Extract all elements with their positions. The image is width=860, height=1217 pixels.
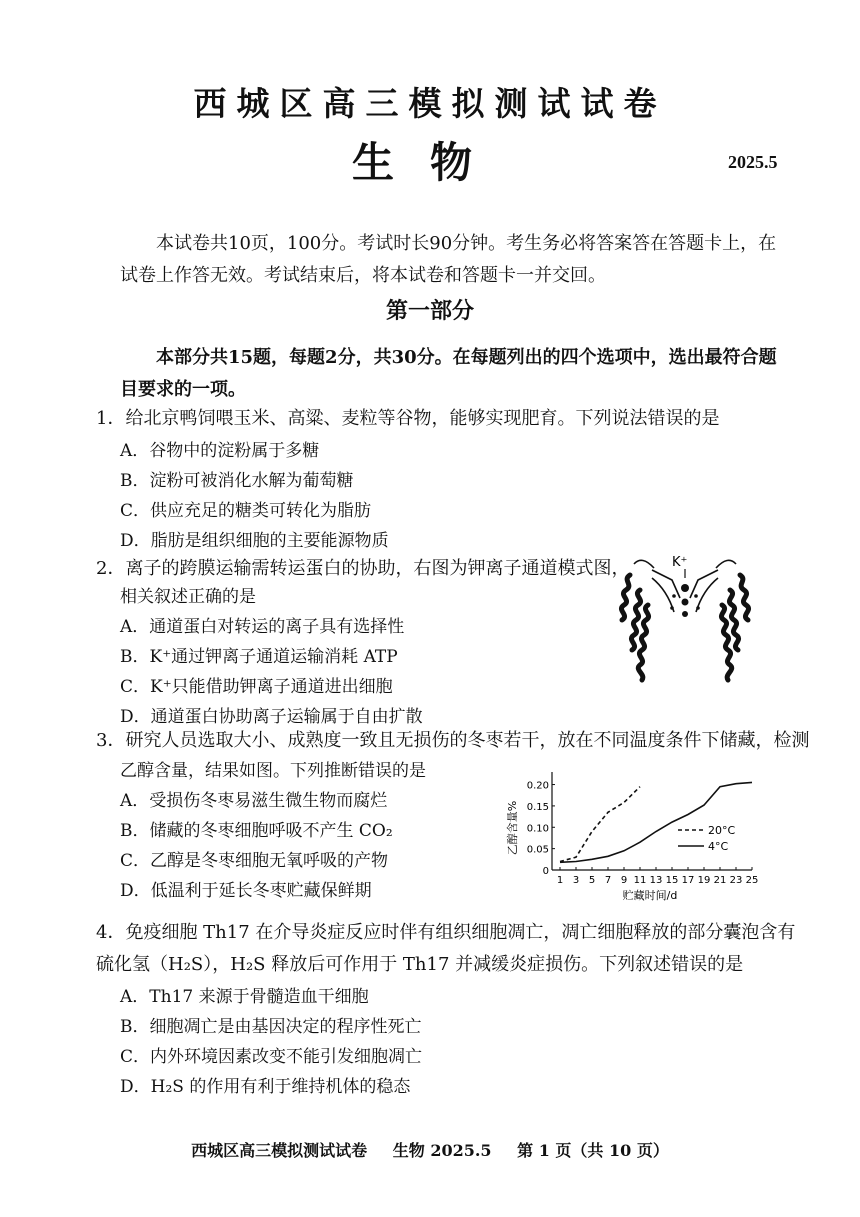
x-axis-label: 贮藏时间/d: [622, 889, 678, 902]
x-tick-label: 7: [604, 875, 612, 886]
x-tick-label: 17: [681, 875, 695, 886]
question-3-option-b: B．储藏的冬枣细胞呼吸不产生 CO₂: [120, 821, 393, 841]
x-tick-label: 11: [633, 875, 647, 886]
legend-label: 4°C: [708, 840, 729, 853]
question-1-option-a: A．谷物中的淀粉属于多糖: [120, 441, 320, 461]
question-4-option-b: B．细胞凋亡是由基因决定的程序性死亡: [120, 1017, 422, 1037]
exam-title: 西城区高三模拟测试试卷: [193, 84, 667, 123]
question-2-stem-line-1: 2．离子的跨膜运输需转运蛋白的协助，右图为钾离子通道模式图，: [96, 558, 630, 579]
question-4-option-a: A．Th17 来源于骨髓造血干细胞: [120, 987, 369, 1007]
x-tick-label: 15: [665, 875, 679, 886]
subject-title: 生物: [351, 138, 508, 187]
y-tick-label: 0.05: [526, 844, 549, 856]
legend-label: 20°C: [708, 824, 736, 837]
y-tick-label: 0.15: [526, 801, 549, 813]
question-4-stem-line-1: 4．免疫细胞 Th17 在介导炎症反应时伴有组织细胞凋亡，凋亡细胞释放的部分囊泡含有: [96, 922, 796, 943]
x-tick-label: 25: [745, 875, 759, 886]
exam-date: 2025.5: [728, 152, 778, 172]
question-3-option-a: A．受损伤冬枣易滋生微生物而腐烂: [120, 791, 388, 811]
x-tick-label: 23: [729, 875, 743, 886]
y-tick-label: 0: [542, 866, 549, 877]
x-tick-label: 5: [588, 875, 596, 886]
k-ion-dot: [681, 584, 689, 592]
question-2-option-d: D．通道蛋白协助离子运输属于自由扩散: [120, 707, 423, 727]
question-1-option-b: B．淀粉可被消化水解为葡萄糖: [120, 471, 354, 491]
question-2-option-b: B．K⁺通过钾离子通道运输消耗 ATP: [120, 647, 398, 667]
question-1-stem: 1．给北京鸭饲喂玉米、高粱、麦粒等谷物，能够实现肥育。下列说法错误的是: [96, 408, 720, 429]
question-3-stem-line-2: 乙醇含量，结果如图。下列推断错误的是: [120, 761, 426, 781]
question-3-option-c: C．乙醇是冬枣细胞无氧呼吸的产物: [120, 851, 389, 871]
y-tick-label: 0.10: [526, 823, 549, 835]
question-2-option-c: C．K⁺只能借助钾离子通道进出细胞: [120, 677, 393, 697]
k-ion-label: K⁺: [672, 555, 688, 570]
k-ion-dot: [682, 599, 689, 606]
question-1-option-d: D．脂肪是组织细胞的主要能源物质: [120, 531, 389, 551]
x-tick-label: 21: [713, 875, 727, 886]
intro-paragraph: 本试卷共10页，100分。考试时长90分钟。考生务必将答案答在答题卡上，在试卷上作答无效。考试结束后，将本试卷和答题卡一并交回。: [120, 233, 777, 286]
question-4-option-c: C．内外环境因素改变不能引发细胞凋亡: [120, 1047, 423, 1067]
ethanol-content-chart: [500, 768, 770, 908]
footer-page-number: 第 1 页（共 10 页）: [517, 1141, 669, 1160]
x-tick-label: 1: [556, 875, 564, 886]
question-3-stem-line-1: 3．研究人员选取大小、成熟度一致且无损伤的冬枣若干，放在不同温度条件下储藏，检测: [96, 730, 810, 751]
y-axis-label: 乙醇含量%: [506, 800, 519, 856]
question-2-option-a: A．通道蛋白对转运的离子具有选择性: [120, 617, 405, 637]
footer-subject-date: 生物 2025.5: [392, 1141, 492, 1160]
section-title: 第一部分: [385, 299, 474, 324]
x-tick-label: 13: [649, 875, 663, 886]
question-2-stem-line-2: 相关叙述正确的是: [120, 587, 256, 607]
section-instructions: 本部分共15题，每题2分，共30分。在每题列出的四个选项中，选出最符合题目要求的一项。: [120, 347, 777, 400]
footer-exam: 西城区高三模拟测试试卷: [191, 1141, 368, 1160]
x-tick-label: 3: [572, 875, 580, 886]
page-footer: [0, 1138, 860, 1161]
x-tick-label: 9: [620, 875, 628, 886]
y-tick-label: 0.20: [526, 780, 549, 792]
question-4-option-d: D．H₂S 的作用有利于维持机体的稳态: [120, 1077, 411, 1097]
x-tick-label: 19: [697, 875, 711, 886]
question-3-option-d: D．低温利于延长冬枣贮藏保鲜期: [120, 881, 372, 901]
question-4-stem-line-2: 硫化氢（H₂S），H₂S 释放后可作用于 Th17 并减缓炎症损伤。下列叙述错误的是: [96, 954, 744, 975]
series-line-20c: [560, 787, 640, 862]
potassium-channel-figure: [612, 550, 762, 690]
question-1-option-c: C．供应充足的糖类可转化为脂肪: [120, 501, 372, 521]
k-ion-dot: [682, 611, 688, 617]
